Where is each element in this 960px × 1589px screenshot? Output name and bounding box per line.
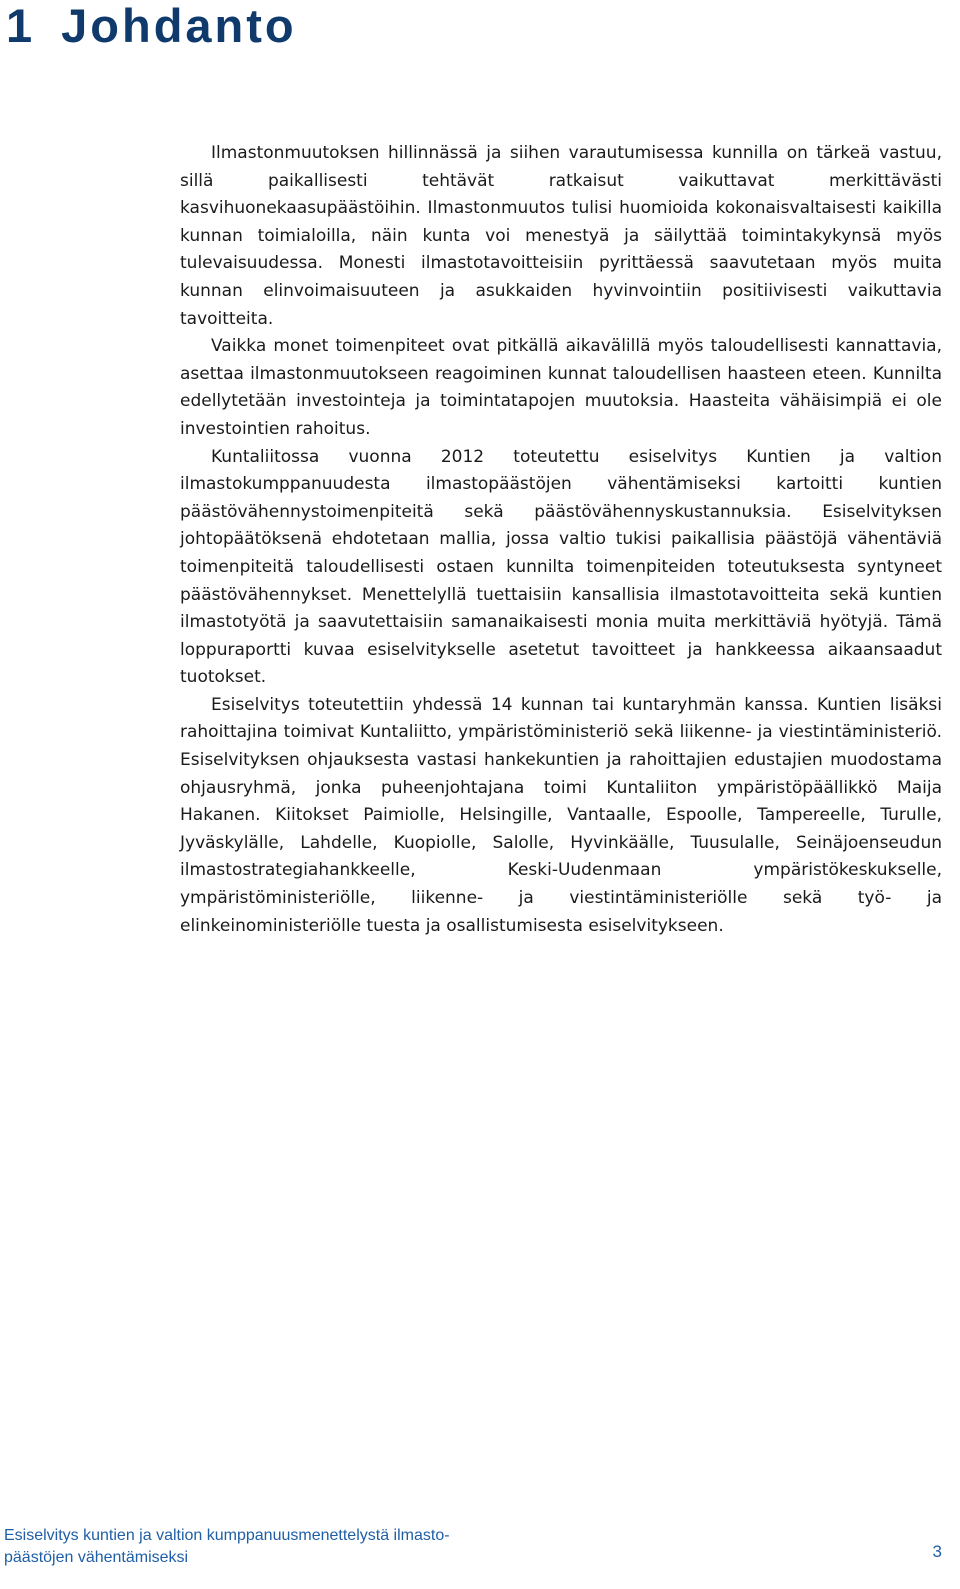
chapter-heading [6, 0, 297, 53]
paragraph-2: Vaikka monet toimenpiteet ovat pitkällä aikavälillä myös taloudellisesti kannattavia, asettaa ilmastonmuutokseen reagoiminen kunnat taloudellisen haasteen eteen. Kunnilta edellytetään investointeja ja toimintatapojen muutoksia. Haasteita vähäisimpiä ei ole investointien rahoitus. [180, 336, 942, 439]
paragraph-1: Ilmastonmuutoksen hillinnässä ja siihen varautumisessa kunnilla on tärkeä vastuu, sillä paikallisesti tehtävät ratkaisut vaikuttavat merkittävästi kasvihuonekaasupäästöihin. Ilmastonmuutos tulisi huomioida kokonaisvaltaisesti kaikilla kunnan toimialoilla, näin kunta voi menestyä ja säilyttää toimintakykynsä myös tulevaisuudessa. Monesti ilmastotavoitteisiin pyrittäessä saavutetaan myös muita kunnan elinvoimaisuuteen ja asukkaiden hyvinvointiin positiivisesti vaikuttavia tavoitteita. [180, 143, 942, 329]
footer-document-title [4, 1525, 450, 1569]
footer-title-line-1: Esiselvitys kuntien ja valtion kumppanuusmenettelystä ilmasto- [4, 1527, 450, 1544]
chapter-number: 1 [6, 0, 36, 52]
paragraph-3: Kuntaliitossa vuonna 2012 toteutettu esiselvitys Kuntien ja valtion ilmastokumppanuudesta ilmastopäästöjen vähentämiseksi kartoitti kuntien päästövähennystoimenpiteitä sekä päästövähennyskustannuksia. Esiselvityksen johtopäätöksenä ehdotetaan mallia, jossa valtio tukisi paikallisia päästöjä vähentäviä toimenpiteitä taloudellisesti ostaen kunnilta toimenpiteiden toteutuksesta syntyneet päästövähennykset. Menettelyllä tuettaisiin kansallisia ilmastotavoitteita sekä kuntien ilmastotyötä ja saavutettaisiin samanaikaisesti monia muita merkittäviä hyötyjä. Tämä loppuraportti kuvaa esiselvitykselle asetetut tavoitteet ja hankkeessa aikaansaadut tuotokset. [180, 446, 942, 688]
footer-title-line-2: päästöjen vähentämiseksi [4, 1549, 189, 1566]
body-text [180, 140, 942, 940]
chapter-title: Johdanto [61, 0, 297, 52]
page-number: 3 [932, 1542, 942, 1561]
paragraph-4: Esiselvitys toteutettiin yhdessä 14 kunnan tai kuntaryhmän kanssa. Kuntien lisäksi rahoittajina toimivat Kuntaliitto, ympäristöministeriö sekä liikenne- ja viestintäministeriö. Esiselvityksen ohjauksesta vastasi hankekuntien ja rahoittajien edustajien muodostama ohjausryhmä, jonka puheenjohtajana toimi Kuntaliiton ympäristöpäällikkö Maija Hakanen. Kiitokset Paimiolle, Helsingille, Vantaalle, Espoolle, Tampereelle, Turulle, Jyväskylälle, Lahdelle, Kuopiolle, Salolle, Hyvinkäälle, Tuusulalle, Seinäjoenseudun ilmastostrategiahankkeelle, Keski-Uudenmaan ympäristökeskukselle, ympäristöministeriölle, liikenne- ja viestintäministeriölle sekä työ- ja elinkeinoministeriölle tuesta ja osallistumisesta esiselvitykseen. [180, 694, 942, 936]
